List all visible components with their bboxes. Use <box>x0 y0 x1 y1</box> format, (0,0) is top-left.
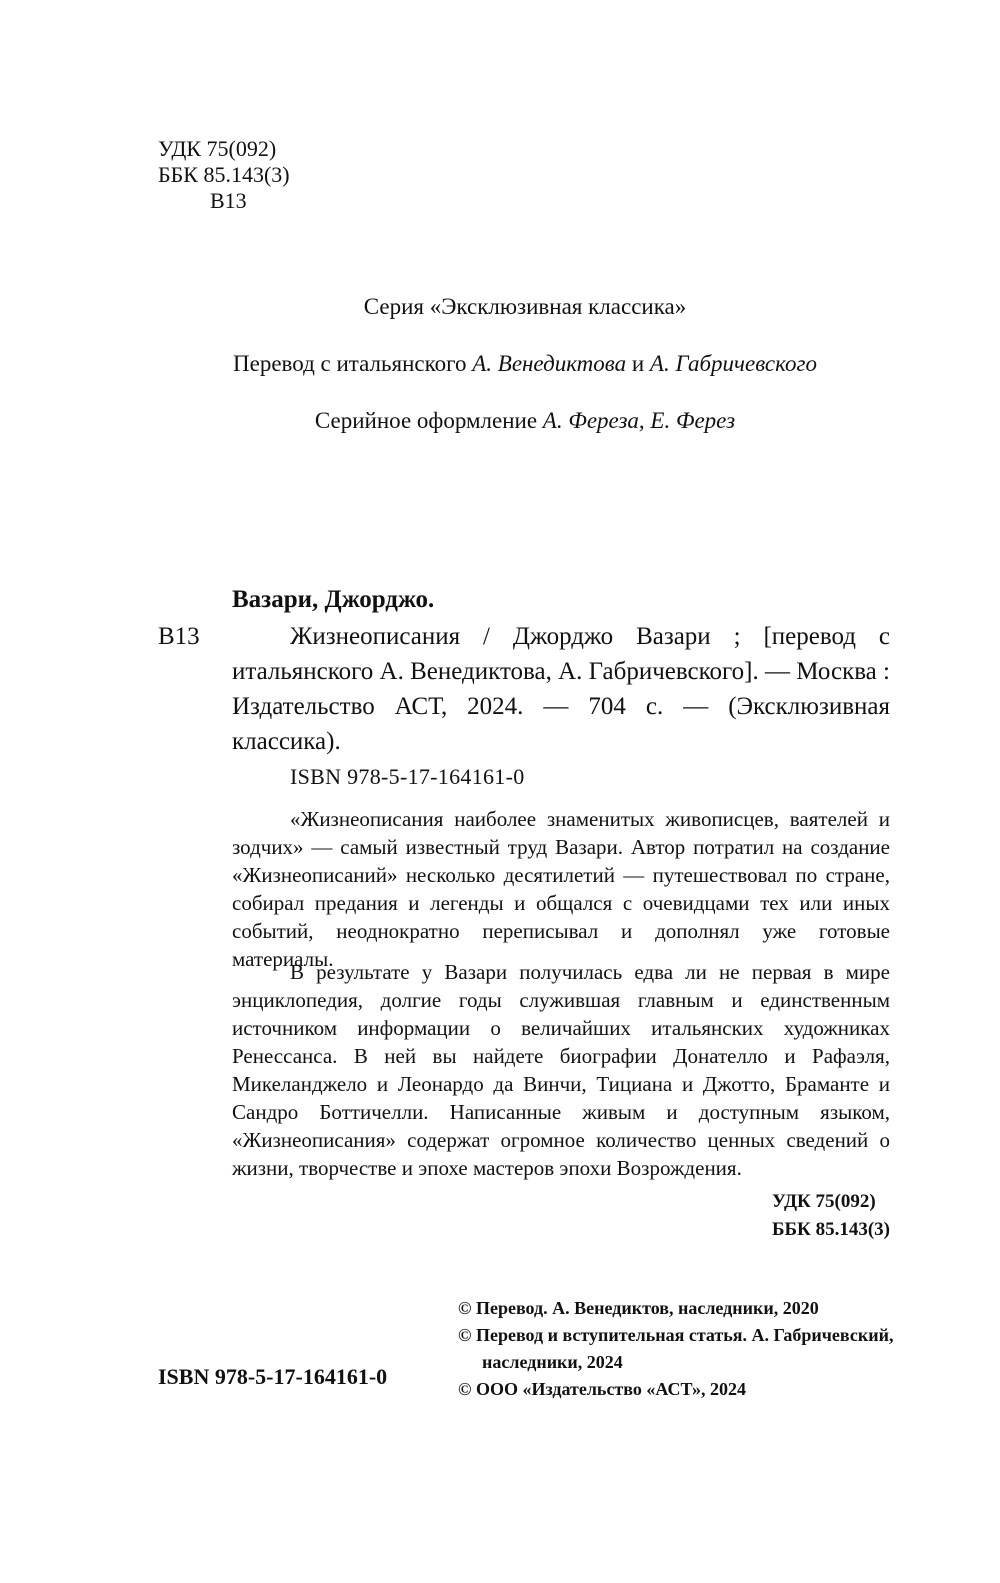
copyright-line-3: © ООО «Издательство «АСТ», 2024 <box>458 1379 747 1399</box>
copyright-line-2-continued: наследники, 2024 <box>482 1352 623 1372</box>
bottom-udk-code: УДК 75(092) <box>771 1191 876 1212</box>
annotation-paragraph-2: В результате у Вазари получилась едва ли не первая в мире энциклопедия, долгие годы служившая главным и единственным источником информации о величайших итальянских художниках Ренессанса. В ней вы найдете биографии Донателло и Рафаэля, Микеланджело и Леонардо да Винчи, Тициана и Джотто, Браманте и Сандро Боттичелли. Написанные живым и доступным языком, «Жизнеописания» содержат огромное количество ценных сведений о жизни, творчестве и эпохе мастеров эпохи Возрождения. <box>232 960 890 1180</box>
bottom-classification-codes <box>772 1188 890 1244</box>
translator-1: А. Венедиктова <box>472 351 627 376</box>
catalog-description: Жизнеописания / Джорджо Вазари ; [перевод с итальянского А. Венедиктова, А. Габричевского]. — Москва : Издательство АСТ, 2024. — 704 с. — (Эксклюзивная классика). <box>232 623 890 755</box>
translator-2: А. Габричевского <box>649 351 817 376</box>
top-classification-codes <box>158 136 290 214</box>
designers: А. Фереза, Е. Ферез <box>542 408 736 433</box>
series-line: Серия «Эксклюзивная классика» <box>363 294 687 319</box>
catalog-isbn: ISBN 978-5-17-164161-0 <box>290 764 525 789</box>
copyright-notices <box>458 1295 898 1403</box>
translation-line <box>0 351 1000 377</box>
catalog-author-heading: Вазари, Джорджо. <box>232 586 435 613</box>
author-sign: В13 <box>210 188 247 213</box>
bbk-code: ББК 85.143(3) <box>158 162 290 187</box>
copyright-line-2: © Перевод и вступительная статья. А. Габричевский, <box>458 1325 894 1345</box>
copyright-line-1: © Перевод. А. Венедиктов, наследники, 2020 <box>458 1298 819 1318</box>
design-line <box>0 408 1000 434</box>
bottom-bbk-code: ББК 85.143(3) <box>771 1219 890 1240</box>
catalog-code: В13 <box>158 623 200 650</box>
translation-and: и <box>626 351 650 376</box>
annotation-paragraph-1: «Жизнеописания наиболее знаменитых живописцев, ваятелей и зодчих» — самый известный труд Вазари. Автор потратил на создание «Жизнеописаний» несколько десятилетий — путешествовал по стране, собирал предания и легенды и общался с очевидцами тех или иных событий, неоднократно переписывал и дополнял уже готовые материалы. <box>232 807 890 971</box>
isbn-main: ISBN 978-5-17-164161-0 <box>158 1364 388 1389</box>
translation-prefix: Перевод с итальянского <box>233 351 473 376</box>
design-prefix: Серийное оформление <box>314 408 543 433</box>
udk-code: УДК 75(092) <box>158 136 277 161</box>
